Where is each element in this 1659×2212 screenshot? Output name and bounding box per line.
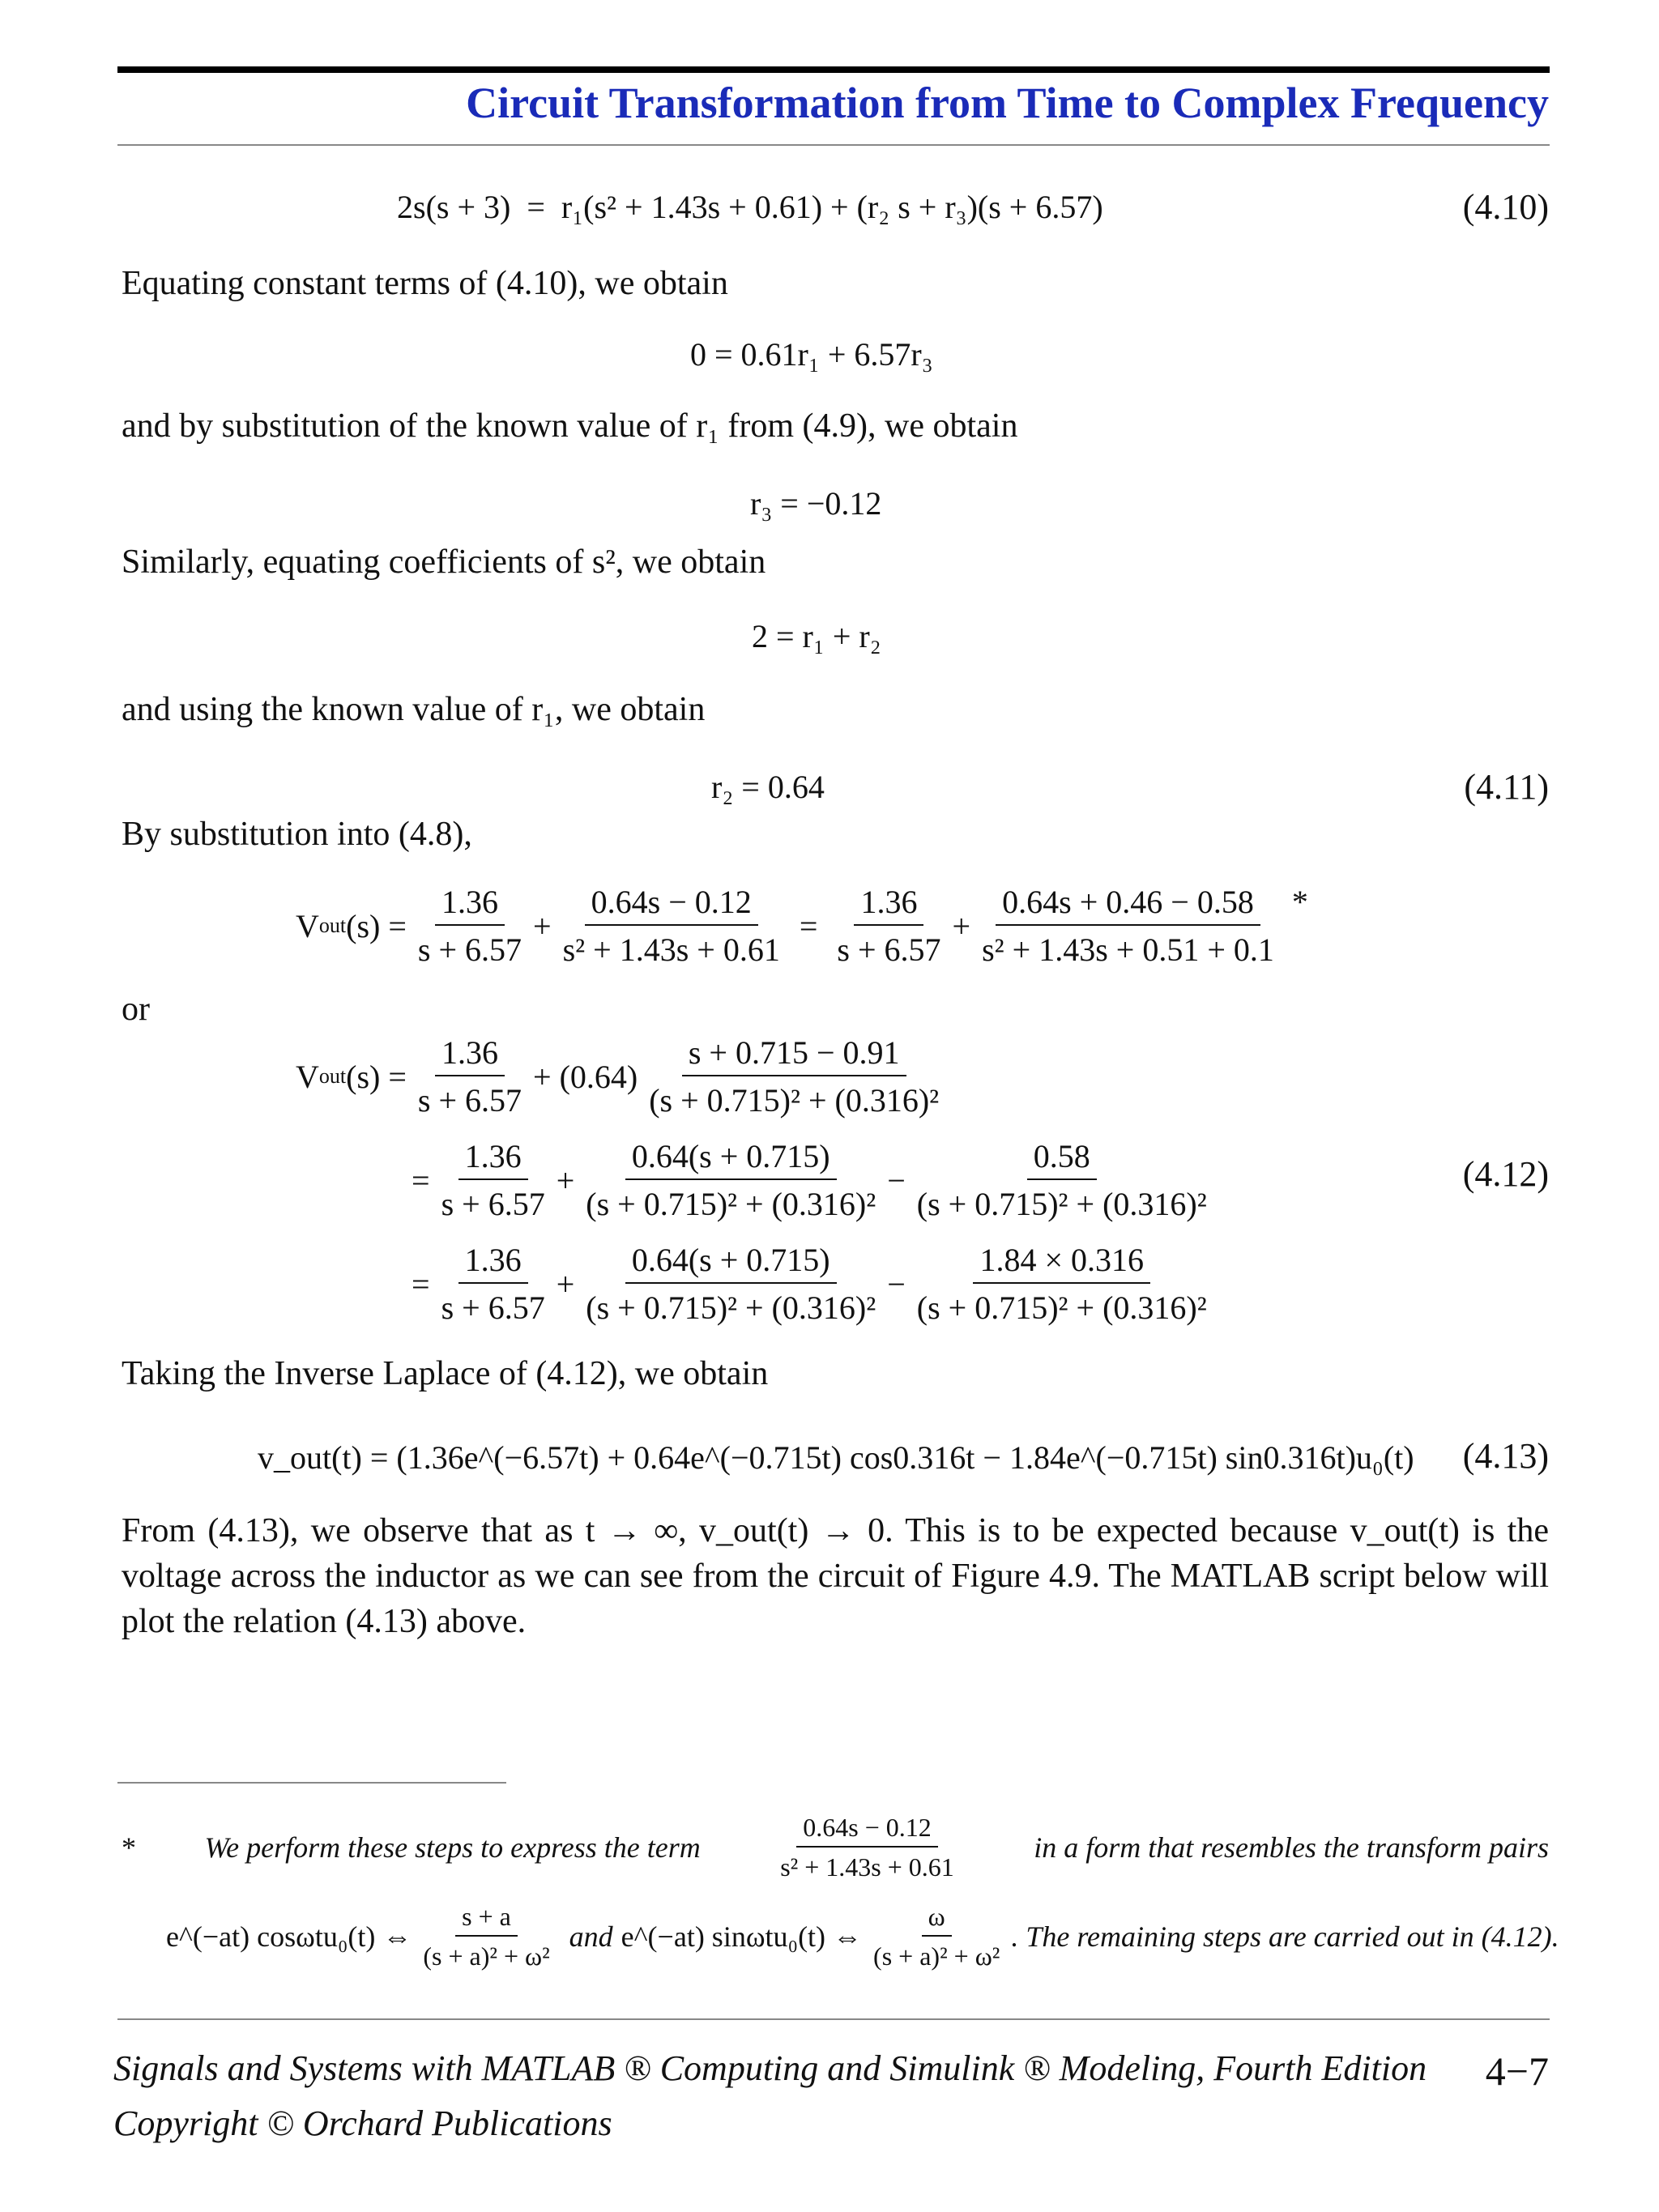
denominator: (s + 0.715)² + (0.316)² — [586, 1289, 876, 1326]
numerator: 0.64(s + 0.715) — [625, 1137, 837, 1180]
numerator: 1.36 — [458, 1137, 528, 1180]
paragraph-inverse-laplace: Taking the Inverse Laplace of (4.12), we obtain — [122, 1355, 769, 1392]
denominator: (s + 0.715)² + (0.316)² — [916, 1289, 1207, 1326]
footnote-line-1 — [122, 1813, 1549, 1882]
paragraph-substitution: and by substitution of the known value of r₁ from (4.9), we obtain — [122, 407, 1018, 445]
paragraph-observation: From (4.13), we observe that as t → ∞, v_out(t) → 0. This is to be expected because v_out(t) is the voltage across the inductor as we can see from the circuit of Figure 4.9. The MATLAB script below will plot the relation (4.13) above. — [122, 1512, 1549, 1640]
footnote-line-2 — [166, 1902, 1559, 1971]
denominator: (s + 0.715)² + (0.316)² — [916, 1186, 1207, 1222]
numerator: 0.64s − 0.12 — [585, 883, 758, 926]
denominator: s² + 1.43s + 0.51 + 0.1 — [982, 931, 1274, 968]
paragraph-substitution-4-8: By substitution into (4.8), — [122, 816, 472, 853]
denominator: s + 6.57 — [417, 1082, 522, 1119]
equation-4-12-line-2: = $\frac{1.36}{s + 6.57}$ + $\frac{0.64(s + 0.715)}{\text{(s + 0.715)² + (0.316)²}}$ − $\frac{0.58}{\text{(s + 0.715)² + (0.316)²}}$ — [412, 1137, 1218, 1223]
fraction — [774, 1813, 961, 1882]
numerator: 1.36 — [854, 883, 923, 926]
numerator: 1.36 — [458, 1241, 528, 1284]
fraction — [412, 883, 528, 969]
coefficient: + (0.64) — [533, 1058, 638, 1095]
denominator: (s + 0.715)² + (0.316)² — [649, 1082, 940, 1119]
denominator: (s + a)² + ω² — [423, 1941, 550, 1971]
equation-sum: 2 = r₁ + r₂ — [752, 618, 881, 654]
fraction — [435, 1137, 552, 1223]
and-word: and — [569, 1920, 613, 1953]
equation-4-13: v_out(t) = (1.36e^(−6.57t) + 0.64e^(−0.715t) cos0.316t − 1.84e^(−0.715t) sin0.316t)u₀(t) — [258, 1439, 1414, 1476]
footer-book-title: Signals and Systems with MATLAB ® Computing and Simulink ® Modeling, Fourth Edition — [113, 2048, 1427, 2088]
paragraph-known-value: and using the known value of r₁, we obtain — [122, 691, 706, 728]
page-title: Circuit Transformation from Time to Complex Frequency — [466, 79, 1549, 127]
denominator: s² + 1.43s + 0.61 — [562, 931, 780, 968]
equation-4-10: 2s(s + 3) = r₁(s² + 1.43s + 0.61) + (r₂ s + r₃)(s + 6.57) — [397, 189, 1103, 225]
fraction — [642, 1034, 945, 1119]
fraction — [412, 1034, 528, 1119]
fraction — [830, 883, 947, 969]
denominator: (s + 0.715)² + (0.316)² — [586, 1186, 876, 1222]
footer-rule — [117, 2018, 1550, 2020]
equation-constant: 0 = 0.61r₁ + 6.57r₃ — [690, 336, 933, 373]
numerator: s + a — [455, 1902, 518, 1937]
paragraph-constant-terms: Equating constant terms of (4.10), we obtain — [122, 265, 728, 302]
numerator: s + 0.715 − 0.91 — [682, 1034, 906, 1076]
footnote-text-end: . The remaining steps are carried out in (4.12). — [1011, 1920, 1559, 1953]
fraction — [975, 883, 1281, 969]
equation-vout-expansion: V out (s) = $\frac{1.36}{s + 6.57}$ + $\frac{0.64s - 0.12}{\text{s² + 1.43s + 0.61}}$ = $\frac{1.36}{s + 6.57}$ + $\frac{0.64s + 0.46 - 0.58}{\text{s² + 1.43s + 0.51 + 0.1}}$ * — [296, 884, 1308, 968]
fraction — [557, 883, 787, 969]
transform-pair-cos: e^(−at) cosωtu₀(t) ⇔ — [166, 1920, 412, 1953]
footnote-text-a: We perform these steps to express the term — [204, 1831, 701, 1864]
fraction — [911, 1137, 1213, 1223]
paragraph-coefficients: Similarly, equating coefficients of s², we obtain — [122, 543, 766, 581]
denominator: s + 6.57 — [441, 1186, 545, 1222]
footnote-star: * — [122, 1831, 136, 1864]
equation-number-4-13: (4.13) — [1462, 1436, 1549, 1476]
vout-symbol: V — [296, 907, 319, 944]
equation-number-4-11: (4.11) — [1464, 767, 1549, 807]
fraction — [579, 1241, 882, 1327]
numerator: 0.58 — [1027, 1137, 1097, 1180]
numerator: 0.64s − 0.12 — [796, 1813, 938, 1848]
denominator: (s + a)² + ω² — [873, 1941, 1000, 1971]
denominator: s + 6.57 — [837, 931, 941, 968]
numerator: 1.36 — [435, 883, 505, 926]
equation-4-12-line-1: V out (s) = $\frac{1.36}{s + 6.57}$ + (0.64) $\frac{s + 0.715 - 0.91}{\text{(s + 0.715)² + (0.316)²}}$ — [296, 1034, 950, 1119]
equation-r3: r₃ = −0.12 — [750, 485, 882, 522]
equation-r2: r₂ = 0.64 — [711, 769, 825, 805]
fraction — [867, 1902, 1006, 1971]
denominator: s² + 1.43s + 0.61 — [780, 1852, 954, 1882]
equation-4-10-lhs: 2s(s + 3) — [397, 189, 511, 225]
footnote-rule — [117, 1782, 506, 1784]
equation-number-4-12: (4.12) — [1462, 1154, 1549, 1194]
footnote-text-b: in a form that resembles the transform pairs — [1034, 1831, 1549, 1864]
numerator: ω — [922, 1902, 952, 1937]
numerator: 0.64s + 0.46 − 0.58 — [996, 883, 1260, 926]
page-number: 4−7 — [1485, 2048, 1549, 2094]
fraction — [911, 1241, 1213, 1327]
footer-copyright: Copyright © Orchard Publications — [113, 2103, 612, 2143]
fraction — [416, 1902, 556, 1971]
numerator: 0.64(s + 0.715) — [625, 1241, 837, 1284]
denominator: s + 6.57 — [441, 1289, 545, 1326]
equation-4-10-rhs: r₁(s² + 1.43s + 0.61) + (r₂ s + r₃)(s + 6.57) — [561, 189, 1103, 225]
numerator: 1.36 — [435, 1034, 505, 1076]
fraction — [435, 1241, 552, 1327]
fraction — [579, 1137, 882, 1223]
denominator: s + 6.57 — [417, 931, 522, 968]
vout-subscript: out — [318, 914, 347, 937]
transform-pair-sin: e^(−at) sinωtu₀(t) ⇔ — [621, 1920, 863, 1953]
header-bottom-rule — [117, 144, 1550, 146]
equation-4-12-line-3: = $\frac{1.36}{s + 6.57}$ + $\frac{0.64(s + 0.715)}{\text{(s + 0.715)² + (0.316)²}}$ − $\frac{1.84 \times 0.316}{\text{(s + 0.715)² + (0.316)²}}$ — [412, 1241, 1218, 1327]
vout-argument: (s) = — [346, 907, 407, 944]
or-word: or — [122, 991, 150, 1028]
equation-number-4-10: (4.10) — [1462, 187, 1549, 227]
header-top-rule — [117, 66, 1550, 73]
numerator: 1.84 × 0.316 — [973, 1241, 1150, 1284]
footnote-marker: * — [1291, 884, 1308, 920]
